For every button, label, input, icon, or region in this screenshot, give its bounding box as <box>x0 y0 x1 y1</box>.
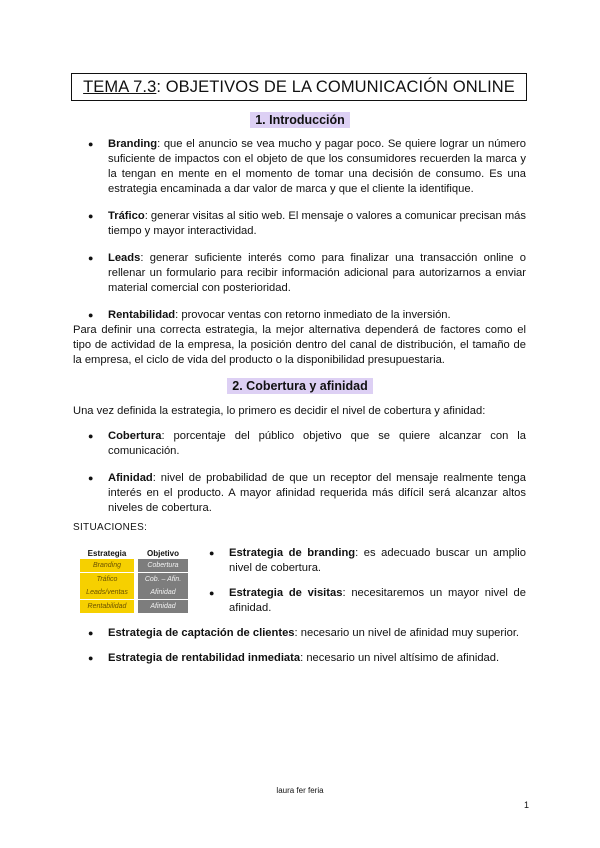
section-heading-introduccion: 1. Introducción <box>0 111 600 129</box>
list-item: ● Leads: generar suficiente interés como para finalizar una transacción online o rellenar un formulario para recibir información adicional para autorizarnos a enviar material comercial con posterioridad. <box>108 251 526 296</box>
page-title <box>71 73 527 101</box>
objectives-list <box>108 137 526 323</box>
strategy-paragraph: Para definir una correcta estrategia, la mejor alternativa dependerá de factores como el tipo de actividad de la empresa, la posición dentro del canal de distribución, el tamaño de la empresa, el ciclo de vida del producto o la disponibilidad presupuestaria. <box>73 324 526 366</box>
list-item: ● Tráfico: generar visitas al sitio web. El mensaje o valores a comunicar precisan más tiempo y mayor interactividad. <box>108 209 526 239</box>
situations-label: SITUACIONES: <box>73 522 148 533</box>
table-header <box>80 544 188 558</box>
strategy-objective-table <box>80 544 188 613</box>
coverage-list <box>108 429 526 516</box>
table-row: Rentabilidad Afinidad <box>80 600 188 613</box>
title-text: : OBJETIVOS DE LA COMUNICACIÓN ONLINE <box>156 77 515 96</box>
header-estrategia: Estrategia <box>87 549 127 558</box>
coverage-intro: Una vez definida la estrategia, lo primero es decidir el nivel de cobertura y afinidad: <box>73 405 486 417</box>
table-row: Tráfico Cob. – Afin. <box>80 573 188 586</box>
list-item: ● Afinidad: nivel de probabilidad de que un receptor del mensaje realmente tenga interés en el producto. A mayor afinidad requerida más difícil será alcanzar altos niveles de cobertura. <box>108 471 526 516</box>
section-heading-cobertura: 2. Cobertura y afinidad <box>0 377 600 395</box>
list-item: ● Estrategia de visitas: necesitaremos un mayor nivel de afinidad. <box>229 586 526 616</box>
list-item: ● Estrategia de branding: es adecuado buscar un amplio nivel de cobertura. <box>229 546 526 576</box>
list-item: ● Branding: que el anuncio se vea mucho y pagar poco. Se quiere lograr un número suficiente de impactos con el objeto de que los consumidores recuerden la marca y la tengan en mente en el momento de tomar una decisión de consumo. Es una estrategia encaminada a dar valor de marca y que el cliente la identifique. <box>108 137 526 197</box>
header-objetivo: Objetivo <box>146 549 179 558</box>
footer-author: laura fer feria <box>276 786 324 795</box>
title-number: TEMA 7.3 <box>83 77 157 96</box>
table-row: Leads/ventas Afinidad <box>80 586 188 599</box>
list-item: ● Rentabilidad: provocar ventas con retorno inmediato de la inversión. <box>108 308 526 323</box>
page-number: 1 <box>523 800 529 810</box>
situations-side-list <box>229 546 526 616</box>
list-item: ● Estrategia de captación de clientes: necesario un nivel de afinidad muy superior. <box>108 626 526 641</box>
table-row: Branding Cobertura <box>80 559 188 572</box>
list-item: ● Cobertura: porcentaje del público objetivo que se quiere alcanzar con la comunicación. <box>108 429 526 459</box>
situations-bottom-list <box>108 626 526 666</box>
list-item: ● Estrategia de rentabilidad inmediata: necesario un nivel altísimo de afinidad. <box>108 651 526 666</box>
